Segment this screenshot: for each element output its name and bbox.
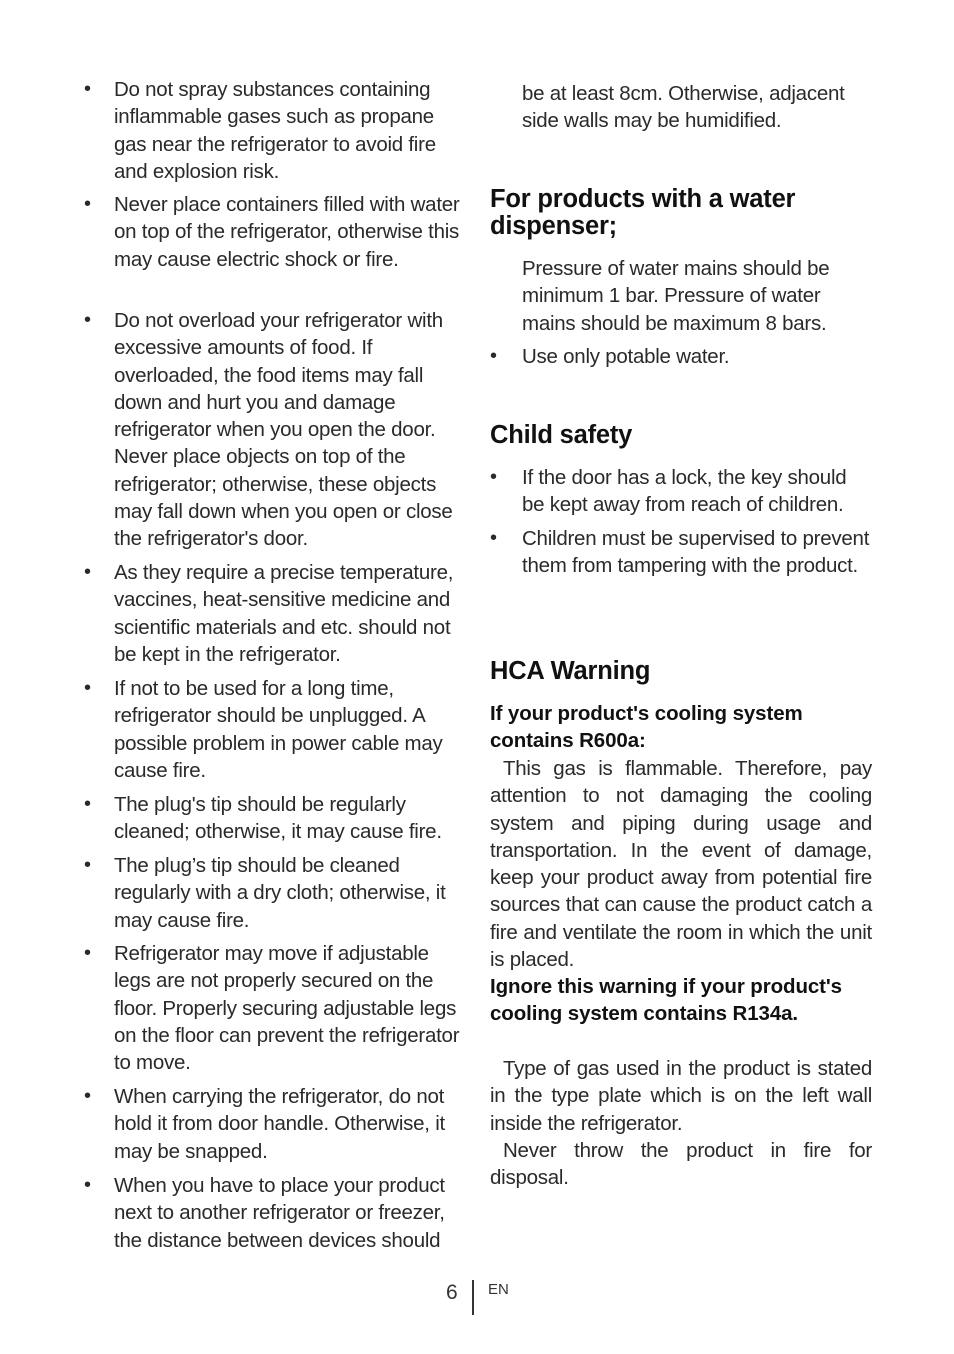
list-item (490, 525, 874, 580)
bullet-icon: • (84, 677, 92, 699)
list-item (84, 307, 466, 553)
bullet-icon: • (490, 527, 498, 549)
list-item-text: Do not spray substances containing inflammable gases such as propane gas near the refrigerator to avoid fire and explosion risk. (114, 78, 436, 183)
water-dispenser-heading: For products with a water dispenser; (490, 185, 796, 240)
child-safety-heading: Child safety (490, 421, 633, 449)
r600a-paragraph: This gas is flammable. Therefore, pay attention to not damaging the cooling system and piping during usage and transportation. In the event of damage, keep your product away from potential fire sources that can cause the product catch a fire and ventilate the room in which the unit is placed. (490, 757, 872, 972)
list-item-text: Children must be supervised to prevent them from tampering with the product. (522, 527, 870, 578)
bullet-icon: • (84, 78, 92, 100)
bullet-icon: • (84, 1085, 92, 1107)
language-label: EN (488, 1281, 509, 1298)
list-item-text: The plug’s tip should be cleaned regularly with a dry cloth; otherwise, it may cause fire. (114, 854, 446, 932)
list-item (84, 940, 466, 1076)
list-item-text: As they require a precise temperature, vaccines, heat-sensitive medicine and scientific materials and etc. should not be kept in the refrigerator. (114, 561, 454, 666)
bullet-icon: • (84, 561, 92, 583)
bullet-icon: • (84, 193, 92, 215)
list-item (84, 1083, 466, 1165)
gas-type-paragraph: Type of gas used in the product is stated in the type plate which is on the left wall inside the refrigerator. (490, 1057, 872, 1135)
list-item (84, 76, 466, 185)
list-item (490, 464, 874, 519)
list-item-text: When you have to place your product next to another refrigerator or freezer, the distance between devices should (114, 1174, 445, 1252)
list-item (490, 343, 874, 370)
list-item (84, 675, 466, 784)
bullet-icon: • (84, 309, 92, 331)
list-item (84, 191, 466, 273)
list-item-text: Refrigerator may move if adjustable legs are not properly secured on the floor. Properly securing adjustable legs on the floor can prevent the refrigerator to move. (114, 942, 460, 1075)
list-item (84, 852, 466, 934)
list-item-text: When carrying the refrigerator, do not hold it from door handle. Otherwise, it may be snapped. (114, 1085, 445, 1163)
list-item-text: Do not overload your refrigerator with excessive amounts of food. If overloaded, the food items may fall down and hurt you and damage refrigerator when you open the door. Never place objects on top of the refrigerator; otherwise, these objects may fall down when you open or close the refrigerator's door. (114, 309, 453, 551)
list-item-text: Never place containers filled with water on top of the refrigerator, otherwise this may cause electric shock or fire. (114, 193, 460, 271)
bullet-icon: • (490, 466, 498, 488)
footer-divider (472, 1280, 474, 1315)
bullet-icon: • (84, 793, 92, 815)
list-item (84, 559, 466, 668)
list-item-text: Use only potable water. (522, 345, 730, 368)
disposal-paragraph: Never throw the product in fire for disposal. (490, 1139, 872, 1190)
list-item-text: If not to be used for a long time, refrigerator should be unplugged. A possible problem in power cable may cause fire. (114, 677, 443, 782)
bullet-icon: • (490, 345, 498, 367)
bullet-icon: • (84, 942, 92, 964)
list-item-text: The plug's tip should be regularly cleaned; otherwise, it may cause fire. (114, 793, 442, 844)
page-number: 6 (446, 1281, 458, 1304)
hca-warning-heading: HCA Warning (490, 657, 651, 685)
list-item-text: If the door has a lock, the key should be kept away from reach of children. (522, 466, 847, 517)
r600a-subheading: If your product's cooling system contains R600a: (490, 702, 803, 753)
list-item (84, 791, 466, 846)
r134a-subheading: Ignore this warning if your product's cooling system contains R134a. (490, 975, 842, 1026)
bullet-icon: • (84, 1174, 92, 1196)
water-pressure-text: Pressure of water mains should be minimum 1 bar. Pressure of water mains should be maximum 8 bars. (522, 257, 830, 335)
continuation-text: be at least 8cm. Otherwise, adjacent side walls may be humidified. (522, 82, 845, 133)
list-item (84, 1172, 466, 1254)
bullet-icon: • (84, 854, 92, 876)
